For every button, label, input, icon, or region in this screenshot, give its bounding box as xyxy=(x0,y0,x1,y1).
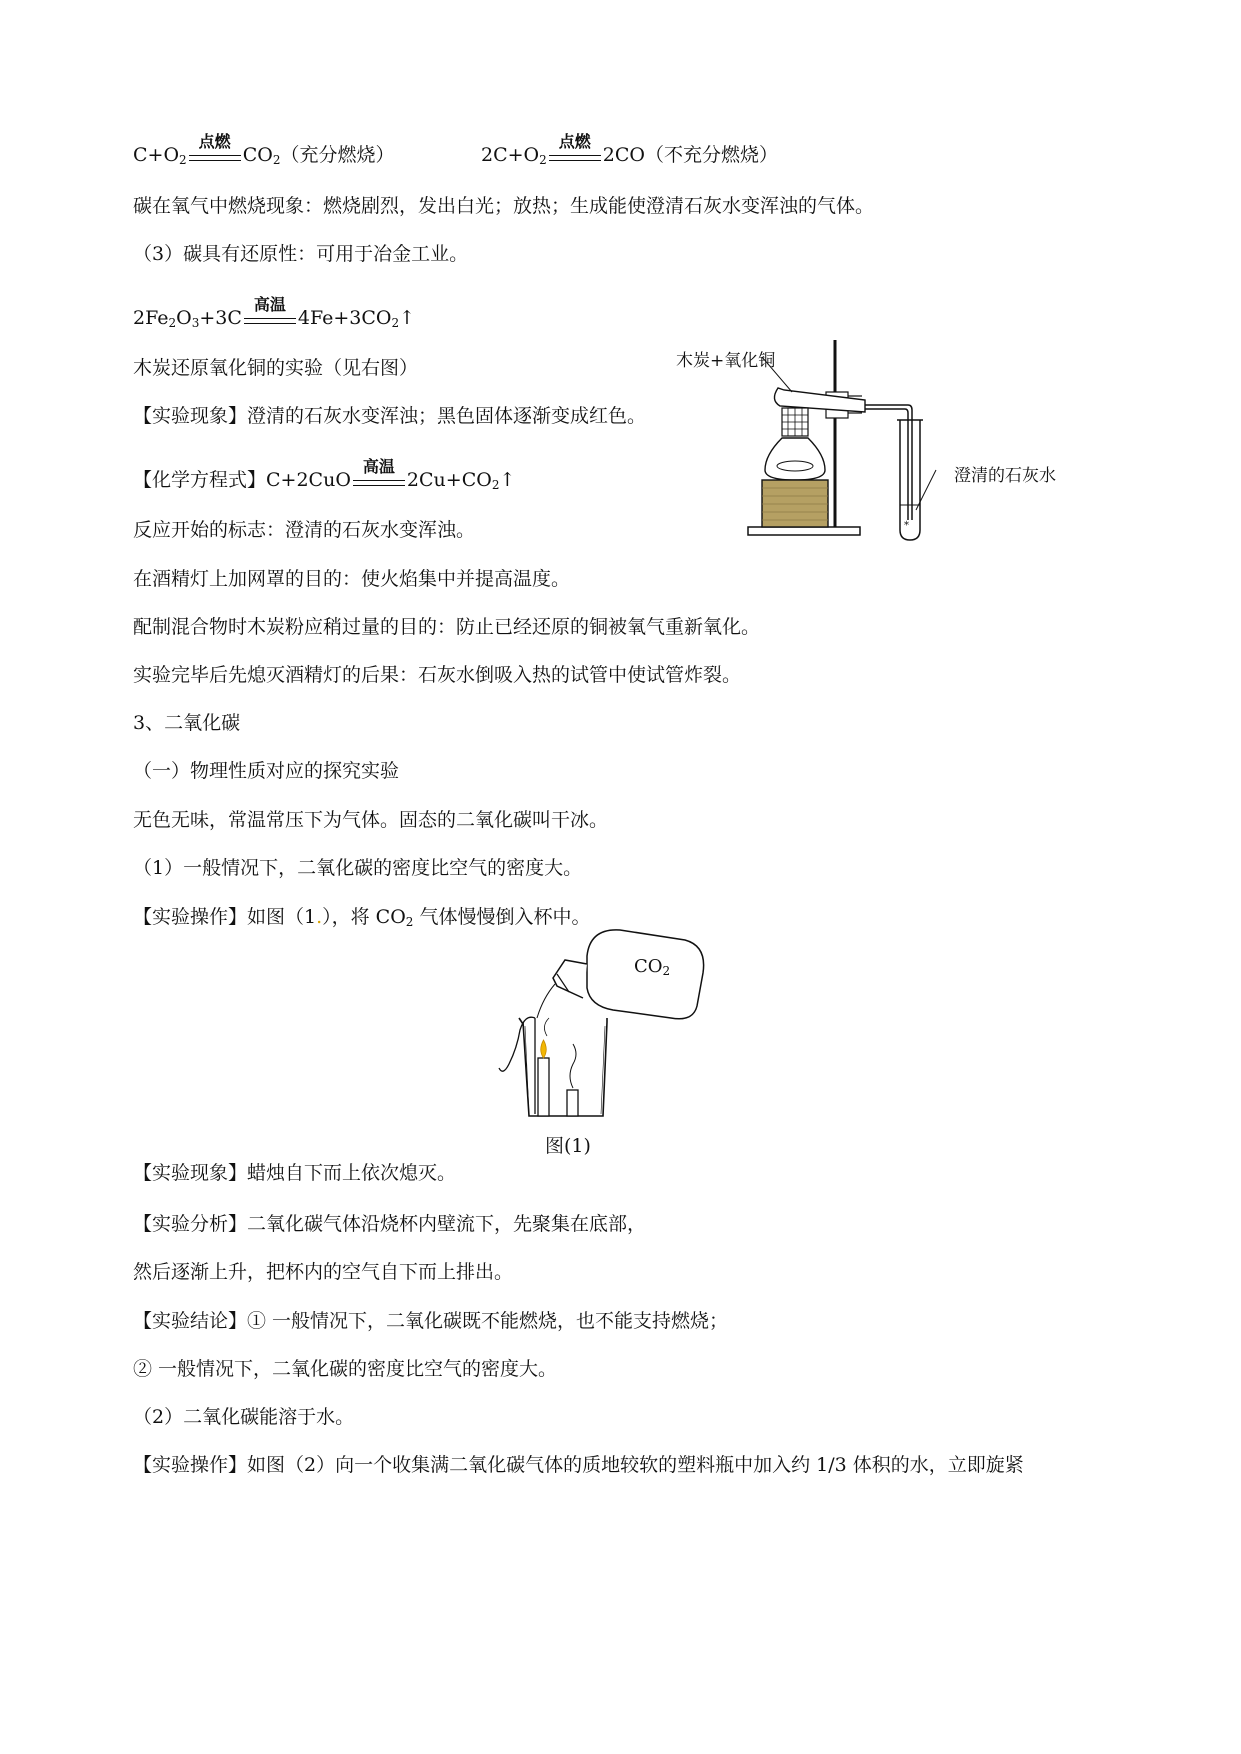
eq1-left: C+O xyxy=(133,144,180,166)
label-lime-water: 澄清的石灰水 xyxy=(954,466,1056,486)
op1-a: 【实验操作】如图（1 xyxy=(133,906,317,928)
eq4-arrow: ↑ xyxy=(499,469,516,491)
reaction-start-sign: 反应开始的标志：澄清的石灰水变浑浊。 xyxy=(133,519,476,541)
eq2-right: 2CO xyxy=(602,144,645,166)
charcoal-copper-oxide-apparatus xyxy=(740,330,1100,545)
reducing-property: （3）碳具有还原性：可用于冶金工业。 xyxy=(133,243,469,265)
eq1-note: （充分燃烧） xyxy=(280,144,395,166)
eq2-left-sub: 2 xyxy=(539,153,547,167)
analysis-line-2: 然后逐渐上升，把杯内的空气自下而上排出。 xyxy=(133,1261,514,1283)
equation-complete-combustion xyxy=(133,132,395,173)
eq2-left: 2C+O xyxy=(481,144,540,166)
section-physical-properties: （一）物理性质对应的探究实验 xyxy=(133,760,400,782)
eq1-condition-text: 点燃 xyxy=(198,132,231,151)
excess-charcoal-purpose: 配制混合物时木炭粉应稍过量的目的：防止已经还原的铜被氧气重新氧化。 xyxy=(133,616,761,638)
svg-text:⁎: ⁎ xyxy=(904,517,909,528)
op1-sub: 2 xyxy=(405,915,414,929)
eq4-right-sub: 2 xyxy=(491,478,500,492)
after-experiment-consequence: 实验完毕后先熄灭酒精灯的后果：石灰水倒吸入热的试管中使试管炸裂。 xyxy=(133,664,742,686)
eq1-left-sub: 2 xyxy=(179,153,187,167)
experiment-phenomenon: 【实验现象】澄清的石灰水变浑浊；黑色固体逐渐变成红色。 xyxy=(133,405,647,427)
eq3-arrow: ↑ xyxy=(399,307,416,329)
eq4-label: 【化学方程式】 xyxy=(133,469,267,491)
op1-dot: . xyxy=(316,906,323,928)
dissolve-statement: （2）二氧化碳能溶于水。 xyxy=(133,1406,355,1428)
eq1-condition xyxy=(189,132,241,161)
eq2-condition-text: 点燃 xyxy=(558,132,591,151)
bottle-label-text: CO xyxy=(634,956,663,977)
eq3-condition xyxy=(244,295,296,324)
eq4-right: 2Cu+CO xyxy=(406,469,492,491)
eq4-condition xyxy=(353,457,405,486)
label-charcoal-copper-oxide: 木炭+氧化铜 xyxy=(676,351,776,371)
eq3-condition-text: 高温 xyxy=(253,295,286,314)
eq2-note: （不充分燃烧） xyxy=(644,144,778,166)
equation-iron-reduction xyxy=(133,295,416,336)
conclusion-line-1: 【实验结论】① 一般情况下，二氧化碳既不能燃烧，也不能支持燃烧； xyxy=(133,1310,729,1332)
conclusion-line-2: ② 一般情况下，二氧化碳的密度比空气的密度大。 xyxy=(133,1358,558,1380)
experiment-title: 木炭还原氧化铜的实验（见右图） xyxy=(133,357,419,379)
analysis-line-1: 【实验分析】二氧化碳气体沿烧杯内壁流下，先聚集在底部， xyxy=(133,1213,647,1235)
mesh-purpose: 在酒精灯上加网罩的目的：使火焰集中并提高温度。 xyxy=(133,568,571,590)
eq3-right: 4Fe+3CO xyxy=(297,307,392,329)
operation-2: 【实验操作】如图（2）向一个收集满二氧化碳气体的质地较软的塑料瓶中加入约 1/3 体积的水，立即旋紧 xyxy=(133,1454,1024,1476)
eq3-right-sub: 2 xyxy=(391,316,400,330)
eq3-a: 2Fe xyxy=(133,307,169,329)
eq4-left: C+2CuO xyxy=(266,469,351,491)
bottle-label-co2 xyxy=(634,956,670,978)
section-co2: 3、二氧化碳 xyxy=(133,712,241,734)
op1-c: 气体慢慢倒入杯中。 xyxy=(413,906,591,928)
eq3-mid: O xyxy=(176,307,192,329)
equation-copper-reduction xyxy=(133,457,516,498)
density-statement: （1）一般情况下，二氧化碳的密度比空气的密度大。 xyxy=(133,857,583,879)
phenomenon-2: 【实验现象】蜡烛自下而上依次熄灭。 xyxy=(133,1162,457,1184)
colorless-gas: 无色无味，常温常压下为气体。固态的二氧化碳叫干冰。 xyxy=(133,809,609,831)
combustion-phenomenon: 碳在氧气中燃烧现象：燃烧剧烈，发出白光；放热；生成能使澄清石灰水变浑浊的气体。 xyxy=(133,195,875,217)
equation-incomplete-combustion xyxy=(481,132,778,173)
eq3-sub2: 3 xyxy=(191,316,200,330)
bottle-label-sub: 2 xyxy=(662,964,671,978)
figure-1-caption: 图(1) xyxy=(545,1135,591,1157)
eq1-right: CO xyxy=(242,144,273,166)
eq2-condition xyxy=(549,132,601,161)
eq3-end: +3C xyxy=(199,307,242,329)
eq4-condition-text: 高温 xyxy=(362,457,395,476)
co2-pouring-figure xyxy=(495,918,720,1123)
op1-b: ），将 CO xyxy=(322,906,406,928)
eq1-right-sub: 2 xyxy=(272,153,281,167)
eq3-sub1: 2 xyxy=(168,316,177,330)
